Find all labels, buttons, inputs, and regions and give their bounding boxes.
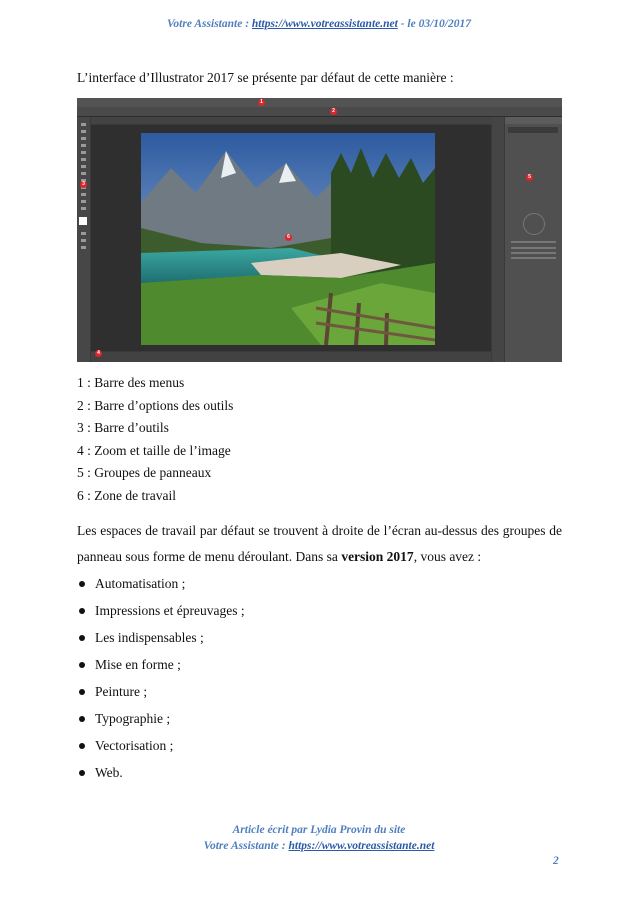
page-header — [0, 18, 638, 30]
intro-text: L’interface d’Illustrator 2017 se présente par défaut de cette manière : — [77, 70, 454, 85]
bullet-icon — [79, 635, 85, 641]
list-item: Vectorisation ; — [77, 736, 562, 763]
legend-item: 2 : Barre d’options des outils — [77, 397, 234, 413]
marker-2: 2 — [330, 108, 337, 115]
footer-author: Article écrit par Lydia Provin du site — [232, 824, 406, 836]
panel-group — [505, 117, 562, 362]
paragraph-line-1: Les espaces de travail par défaut se trouvent à droite de l’écran au-dessus des groupes de — [77, 523, 562, 538]
footer-link[interactable]: https://www.votreassistante.net — [288, 840, 435, 852]
list-item: Automatisation ; — [77, 574, 562, 601]
bullet-icon — [79, 743, 85, 749]
paragraph-bold-version: version 2017 — [341, 549, 414, 564]
list-item: Les indispensables ; — [77, 628, 562, 655]
header-prefix: Votre Assistante : — [167, 18, 252, 30]
fill-swatch — [79, 217, 87, 225]
paragraph-line-2-end: , vous avez : — [413, 549, 482, 564]
legend-item: 1 : Barre des menus — [77, 375, 185, 390]
list-item: Peinture ; — [77, 682, 562, 709]
document-tab — [91, 117, 492, 124]
bullet-icon — [79, 581, 85, 587]
page-footer — [0, 822, 638, 854]
bullet-icon — [79, 689, 85, 695]
list-item: Mise en forme ; — [77, 655, 562, 682]
legend-item: 6 : Zone de travail — [77, 487, 176, 503]
marker-5: 5 — [526, 174, 533, 181]
options-bar — [77, 107, 562, 117]
header-link[interactable]: https://www.votreassistante.net — [251, 18, 398, 30]
marker-6: 6 — [285, 234, 292, 241]
status-bar — [91, 352, 491, 362]
bullet-icon — [79, 608, 85, 614]
illustrator-screenshot — [77, 98, 562, 362]
paragraph-line-2-start: panneau sous forme de menu déroulant. Dans sa — [77, 549, 342, 564]
bullet-icon — [79, 716, 85, 722]
legend-item: 4 : Zoom et taille de l’image — [77, 442, 231, 458]
list-item: Web. — [77, 763, 562, 790]
menu-bar — [77, 98, 562, 107]
bullet-icon — [79, 770, 85, 776]
footer-site-prefix: Votre Assistante : — [203, 840, 289, 852]
marker-1: 1 — [258, 99, 265, 106]
list-item: Impressions et épreuvages ; — [77, 601, 562, 628]
footer-site — [0, 838, 638, 854]
page-number: 2 — [553, 855, 559, 867]
legend-list — [77, 372, 233, 507]
bullet-icon — [79, 662, 85, 668]
tools-bar — [77, 117, 90, 362]
workspaces-paragraph — [77, 518, 562, 570]
legend-item: 3 : Barre d’outils — [77, 420, 169, 435]
workspace-bullet-list — [77, 574, 562, 790]
legend-item: 5 : Groupes de panneaux — [77, 465, 212, 480]
panel-dock — [492, 117, 504, 362]
marker-3: 3 — [80, 181, 87, 188]
header-suffix: - le 03/10/2017 — [397, 18, 471, 30]
list-item: Typographie ; — [77, 709, 562, 736]
marker-4: 4 — [95, 350, 102, 357]
